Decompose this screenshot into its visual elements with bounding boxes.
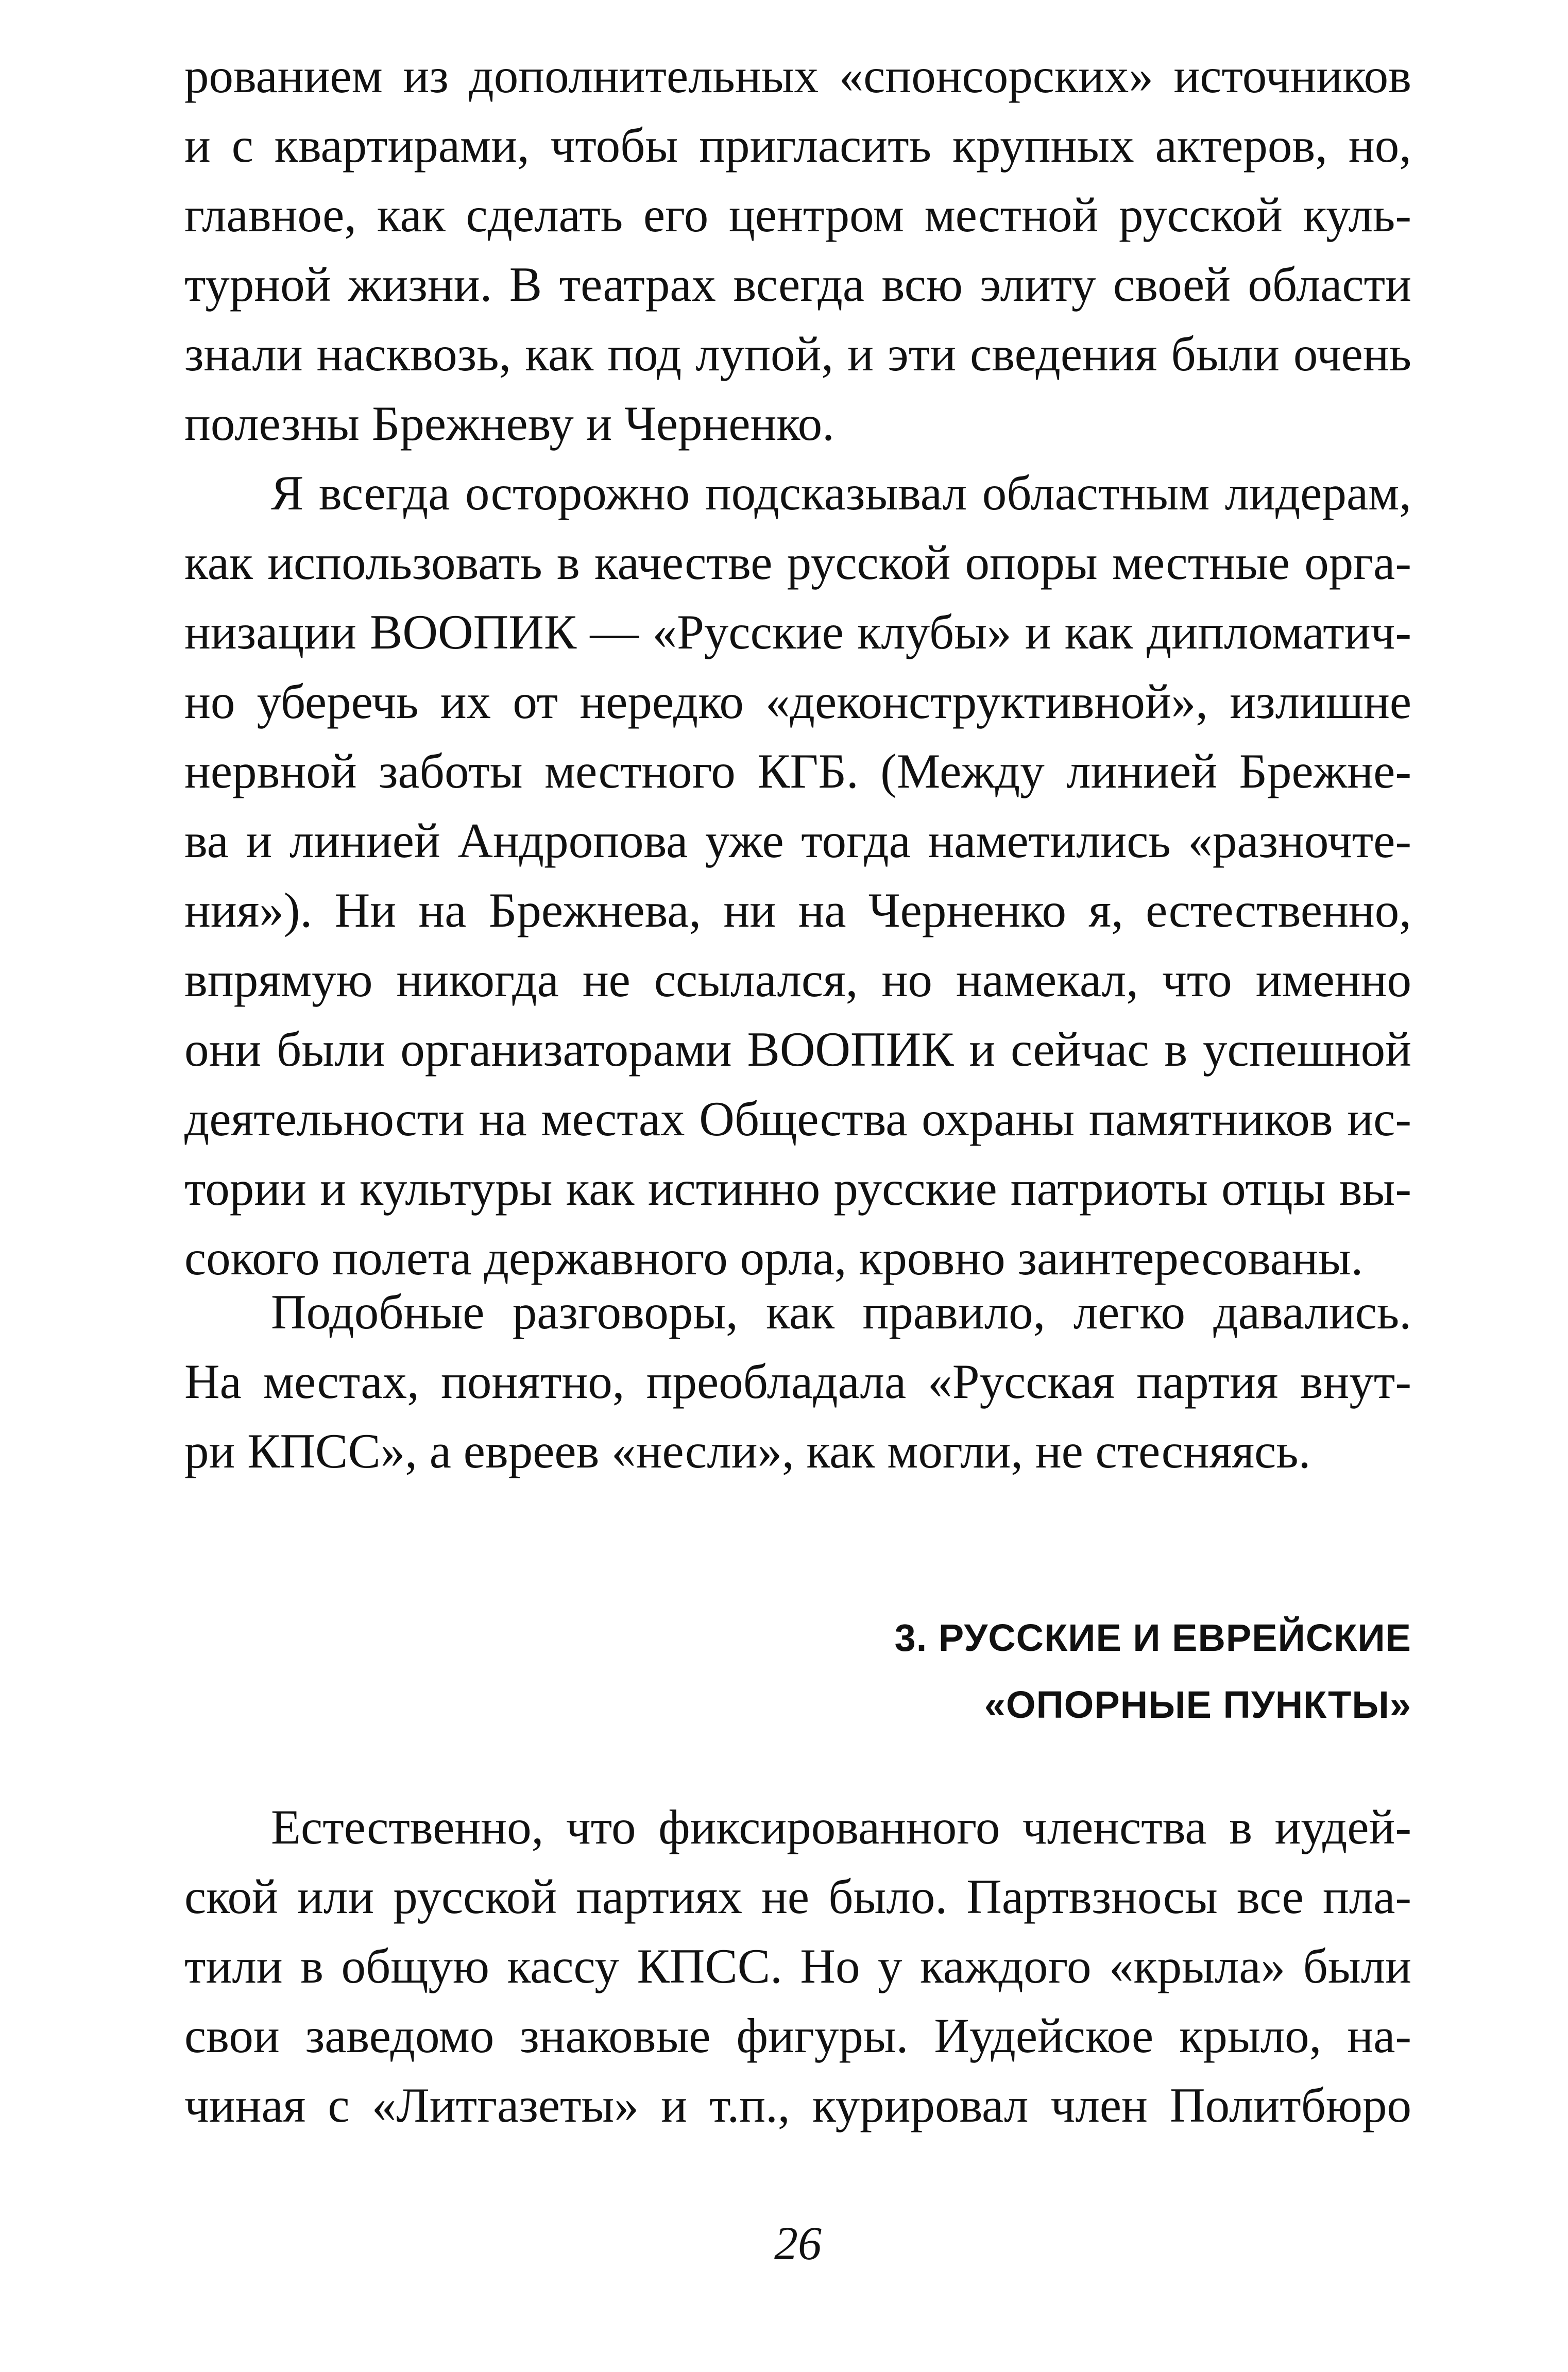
text-line: На местах, понятно, преобладала «Русская партия внут- (184, 1354, 1411, 1409)
paragraph-2 (184, 458, 1411, 1293)
paragraph-1 (184, 41, 1411, 458)
text-line: они были организаторами ВООПИК и сейчас в успешной (184, 1022, 1411, 1077)
text-line: Естественно, что фиксированного членства в иудей- (271, 1800, 1411, 1854)
section-heading-line-2: «ОПОРНЫЕ ПУНКТЫ» (984, 1683, 1411, 1726)
text-line: тории и культуры как истинно русские патриоты отцы вы- (184, 1161, 1411, 1216)
text-line: Я всегда осторожно подсказывал областным лидерам, (271, 466, 1411, 520)
text-line: тили в общую кассу КПСС. Но у каждого «крыла» были (184, 1939, 1411, 1993)
text-line: знали насквозь, как под лупой, и эти сведения были очень (184, 327, 1411, 381)
text-line: ской или русской партиях не было. Партвзносы все пла- (184, 1869, 1411, 1924)
text-line: чиная с «Литгазеты» и т.п., курировал член Политбюро (184, 2078, 1411, 2132)
text-line: и с квартирами, чтобы пригласить крупных актеров, но, (184, 118, 1411, 173)
text-line: деятельности на местах Общества охраны памятников ис- (184, 1091, 1411, 1146)
section-heading (690, 1605, 1411, 1738)
text-line: сокого полета державного орла, кровно заинтересованы. (184, 1231, 1364, 1285)
text-line: нервной заботы местного КГБ. (Между линией Брежне- (184, 744, 1411, 798)
text-line: ва и линией Андропова уже тогда наметились «разночте- (184, 813, 1411, 868)
section-heading-line-1: 3. РУССКИЕ И ЕВРЕЙСКИЕ (894, 1616, 1411, 1659)
text-line: но уберечь их от нередко «деконструктивной», излишне (184, 674, 1411, 729)
text-line: ри КПСС», а евреев «несли», как могли, не стесняясь. (184, 1424, 1311, 1478)
text-line: турной жизни. В театрах всегда всю элиту своей области (184, 257, 1411, 312)
text-line: главное, как сделать его центром местной русской куль- (184, 187, 1411, 242)
page-number: 26 (774, 2217, 822, 2269)
text-line: Подобные разговоры, как правило, легко давались. (271, 1285, 1411, 1339)
text-line: впрямую никогда не ссылался, но намекал, что именно (184, 952, 1411, 1007)
paragraph-4 (184, 1793, 1411, 2140)
text-line: рованием из дополнительных «спонсорских» источников (184, 48, 1411, 103)
text-line: свои заведомо знаковые фигуры. Иудейское крыло, на- (184, 2008, 1411, 2063)
paragraph-3 (184, 1277, 1411, 1486)
text-line: полезны Брежневу и Черненко. (184, 396, 834, 451)
text-line: низации ВООПИК — «Русские клубы» и как дипломатич- (184, 605, 1411, 659)
text-line: как использовать в качестве русской опоры местные орга- (184, 535, 1411, 590)
text-line: ния»). Ни на Брежнева, ни на Черненко я, естественно, (184, 883, 1411, 937)
